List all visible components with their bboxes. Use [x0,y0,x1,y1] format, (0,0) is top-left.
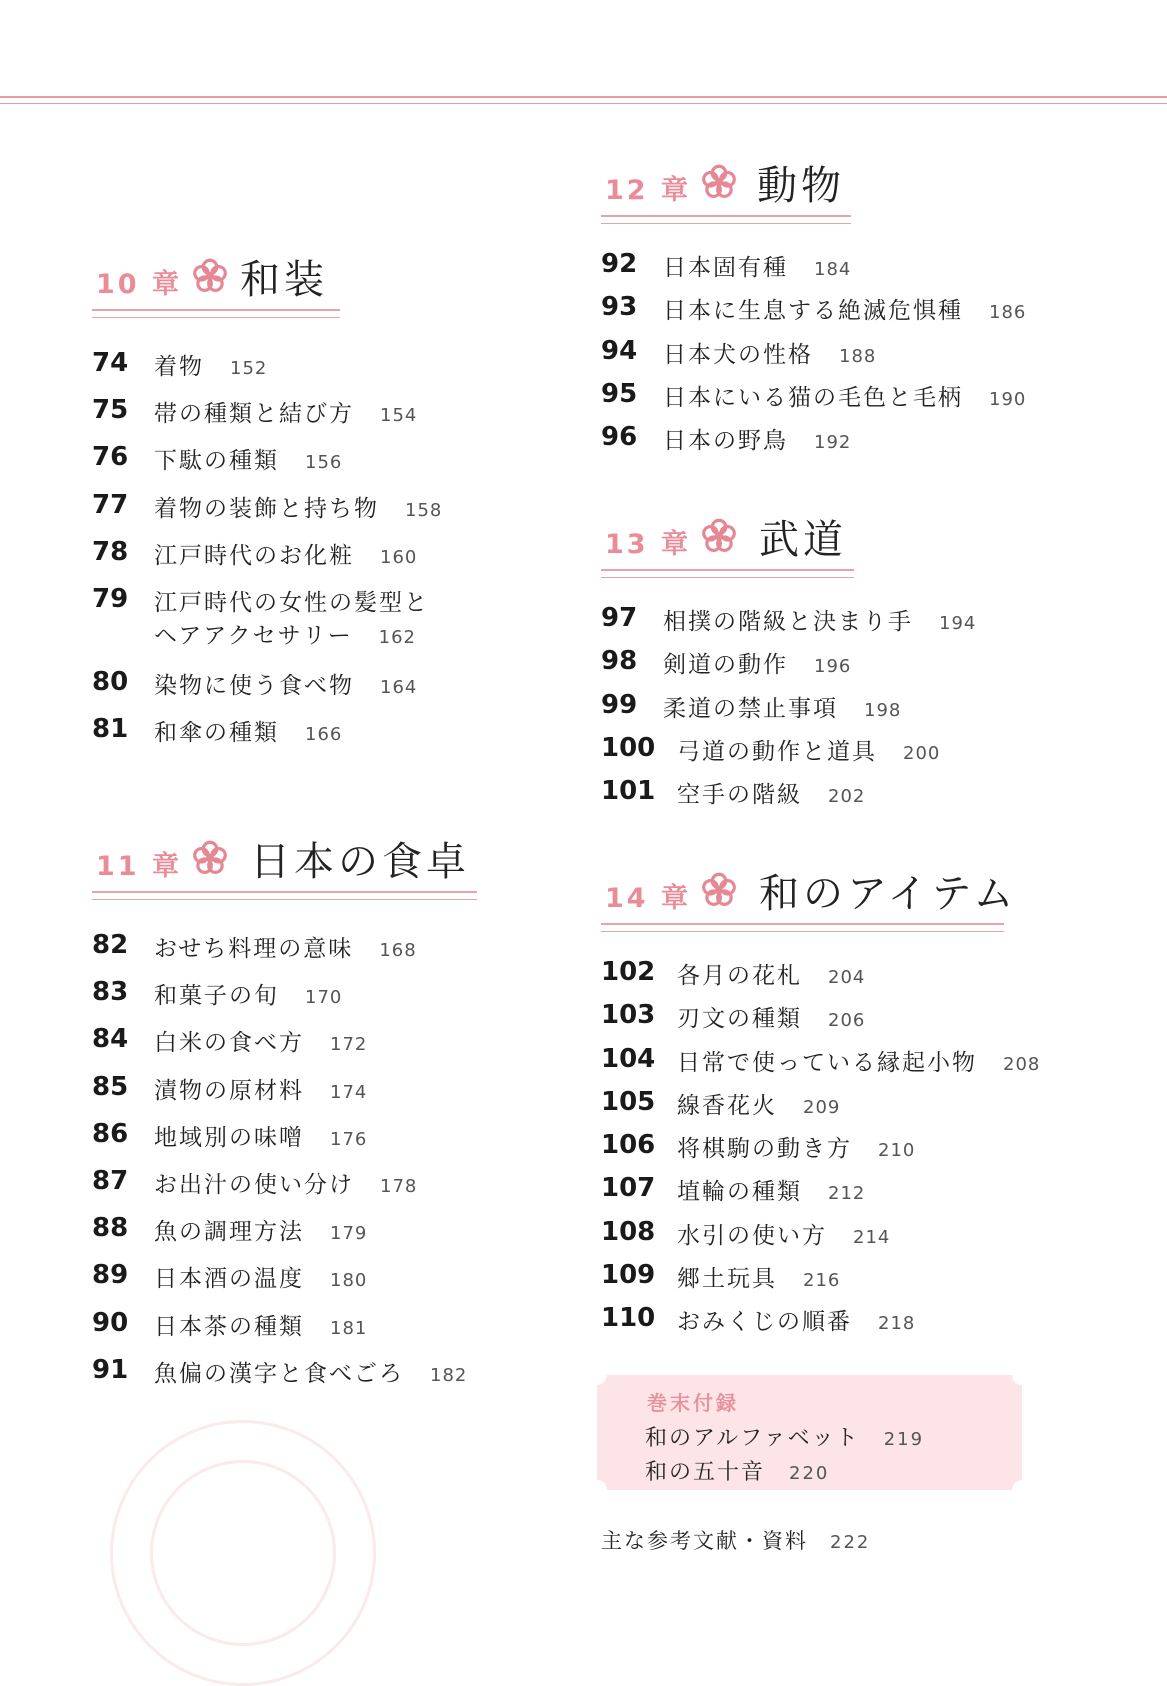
appendix-item-page: 220 [789,1463,830,1484]
item-page: 188 [839,345,877,367]
toc-item[interactable] [601,1000,1041,1043]
item-page: 162 [378,626,416,648]
chapter-heading-11 [92,830,512,900]
item-title: 各月の花札 [677,963,802,989]
item-title: 地域別の味噌 [154,1124,304,1151]
item-page: 170 [305,987,343,1009]
toc-item[interactable] [92,1213,512,1260]
item-number: 81 [92,714,129,745]
chapter-title: 和のアイテム [759,871,1018,917]
chapter-underline [601,569,854,578]
item-page: 214 [853,1226,891,1248]
item-page: 202 [828,786,866,808]
item-title: 日本酒の温度 [154,1266,304,1293]
item-number: 84 [92,1024,129,1055]
chapter-number: 14 章 [605,883,691,914]
item-number: 88 [92,1213,129,1244]
plum-flower-icon [192,258,228,294]
chapter-14-items [601,957,1041,1347]
toc-item[interactable] [601,957,1041,1000]
item-title: 日本の野鳥 [663,428,788,455]
item-page: 181 [330,1317,368,1339]
item-title: 日本犬の性格 [663,341,813,368]
item-number: 92 [601,249,638,279]
item-page: 194 [939,613,977,634]
toc-item[interactable] [92,977,512,1024]
item-page: 182 [430,1364,468,1386]
toc-item[interactable] [601,1217,1041,1260]
item-page: 190 [989,388,1027,410]
toc-item[interactable] [92,537,492,584]
item-number: 98 [601,646,638,677]
item-page: 156 [305,452,343,474]
item-page: 192 [814,432,852,454]
item-page: 210 [878,1140,916,1162]
item-page: 200 [903,742,941,764]
chapter-title: 和装 [240,257,328,303]
toc-item[interactable] [92,584,492,667]
item-number: 83 [92,977,129,1008]
appendix-heading: 巻末付録 [647,1391,739,1415]
item-page: 198 [864,699,902,721]
plum-flower-icon [701,872,737,908]
appendix-item[interactable] [645,1421,924,1452]
toc-item[interactable] [92,1308,512,1355]
item-number: 85 [92,1071,129,1102]
item-number: 80 [92,666,129,697]
item-title: 日常で使っている縁起小物 [677,1049,977,1076]
chapter-title: 武道 [759,517,847,563]
chapter-underline [601,923,1004,932]
chapter-number: 10 章 [96,269,182,300]
item-title: 江戸時代のお化粧 [154,542,354,569]
toc-item[interactable] [601,733,1021,776]
appendix-item-page: 219 [883,1429,925,1450]
right-column-14 [601,862,1041,1347]
references-title: 主な参考文献・資料 [601,1529,808,1553]
toc-item[interactable] [92,1166,512,1213]
corner-notch [1012,1365,1032,1385]
chapter-10-items [92,348,492,761]
item-title: 剣道の動作 [663,652,788,679]
item-page: 172 [330,1034,368,1056]
item-title: 江戸時代の女性の髪型と [154,589,429,616]
item-number: 101 [601,776,656,807]
appendix-item-title: 和の五十音 [645,1460,766,1485]
appendix-item[interactable] [645,1455,829,1486]
toc-item[interactable] [92,1024,512,1071]
toc-item[interactable] [92,1119,512,1166]
item-page: 178 [380,1175,418,1197]
toc-item[interactable] [601,1173,1041,1216]
chapter-heading-12 [601,154,1021,224]
item-title: 魚の調理方法 [154,1219,304,1246]
right-column-13 [601,508,1021,819]
item-title: 白米の食べ方 [154,1030,304,1057]
item-number: 106 [601,1130,656,1161]
item-title: 着物 [154,354,204,380]
appendix-box [597,1375,1022,1490]
plum-flower-icon [192,840,228,876]
item-title: 漬物の原材料 [154,1077,304,1104]
item-page: 174 [330,1081,368,1103]
item-page: 179 [330,1223,368,1245]
toc-item[interactable] [92,930,512,977]
item-title: 郷土玩具 [677,1266,777,1293]
toc-item[interactable] [92,1355,512,1402]
toc-item[interactable] [92,490,492,537]
toc-item[interactable] [92,714,492,761]
item-title: 将棋駒の動き方 [677,1136,852,1163]
item-title: 着物の装飾と持ち物 [154,495,379,522]
plum-flower-icon [701,518,737,554]
item-page: 160 [380,546,418,568]
references-entry[interactable] [601,1525,870,1555]
chapter-title: 日本の食卓 [250,839,470,885]
item-page: 212 [828,1183,866,1205]
item-title: 日本茶の種類 [154,1313,304,1340]
item-title: 下駄の種類 [154,448,279,475]
chapter-number: 13 章 [605,529,691,560]
item-number: 104 [601,1043,656,1074]
item-page: 164 [380,676,418,698]
toc-item[interactable] [92,1260,512,1307]
item-number: 94 [601,335,638,366]
toc-item[interactable] [601,1303,1041,1346]
item-number: 75 [92,395,129,426]
item-title: 空手の階級 [677,782,802,809]
item-number: 78 [92,536,129,567]
item-page: 158 [405,499,443,521]
toc-item[interactable] [601,422,1021,465]
corner-notch [587,1365,607,1385]
plum-flower-icon [701,164,737,200]
item-number: 110 [601,1303,656,1334]
top-rule [0,103,1167,104]
chapter-underline [601,215,851,224]
item-title: 日本にいる猫の毛色と毛柄 [663,384,963,411]
toc-item[interactable] [601,646,1021,689]
decorative-circle [150,1460,336,1646]
toc-item[interactable] [601,603,1021,646]
toc-item[interactable] [601,336,1021,379]
toc-item[interactable] [92,442,492,489]
item-title: お出汁の使い分け [154,1171,354,1198]
toc-item[interactable] [92,1072,512,1119]
item-title-line2: ヘアアクセサリー [154,622,353,649]
item-page: 216 [803,1270,841,1292]
toc-item[interactable] [601,378,1027,422]
chapter-11-items [92,930,512,1402]
left-column-2 [92,830,512,1402]
item-number: 105 [601,1086,656,1117]
item-page: 166 [305,724,343,746]
item-page: 152 [230,358,268,379]
item-title: おみくじの順番 [677,1309,852,1336]
chapter-heading-14 [601,862,1041,932]
chapter-number: 11 章 [96,851,182,882]
item-number: 86 [92,1118,129,1149]
appendix-item-title: 和のアルファベット [645,1426,860,1451]
corner-notch [1012,1480,1032,1500]
chapter-heading-13 [601,508,1021,578]
item-number: 102 [601,957,656,987]
item-title: 相撲の階級と決まり手 [663,609,913,635]
toc-item[interactable] [601,1087,1041,1130]
item-number: 82 [92,930,129,960]
item-title: 埴輪の種類 [677,1179,802,1206]
item-number: 87 [92,1165,129,1196]
corner-notch [587,1480,607,1500]
top-rule [0,96,1167,98]
item-number: 107 [601,1173,656,1204]
item-page: 184 [814,259,852,280]
right-column-12 [601,154,1027,465]
item-page: 209 [803,1096,841,1118]
item-number: 103 [601,1000,656,1031]
chapter-title: 動物 [757,163,845,209]
chapter-underline [92,309,340,318]
item-title: 日本に生息する絶滅危惧種 [663,298,963,325]
item-title: 帯の種類と結び方 [154,401,354,428]
chapter-number: 12 章 [605,175,691,206]
chapter-underline [92,891,477,900]
item-number: 91 [92,1354,129,1385]
item-title: 魚偏の漢字と食べごろ [154,1360,404,1387]
toc-item[interactable] [92,395,492,442]
left-column [92,248,492,761]
item-number: 77 [92,489,129,520]
toc-item[interactable] [601,292,1027,335]
chapter-12-items [601,249,1027,465]
item-number: 93 [601,292,638,323]
item-number: 95 [601,378,638,409]
item-title: 和菓子の旬 [154,983,279,1010]
item-number: 100 [601,732,656,763]
chapter-heading-10 [92,248,492,318]
item-number: 74 [92,348,129,378]
item-title: 染物に使う食べ物 [154,672,354,699]
item-page: 204 [828,967,866,988]
item-title: 柔道の禁止事項 [663,695,838,722]
item-page: 154 [380,405,418,427]
item-number: 109 [601,1260,656,1291]
toc-item[interactable] [601,1044,1041,1087]
item-number: 108 [601,1216,656,1247]
toc-item[interactable] [601,690,1021,733]
item-number: 79 [92,583,129,614]
toc-item[interactable] [92,667,492,714]
item-page: 196 [814,656,852,678]
item-page: 176 [330,1128,368,1150]
item-title: 和傘の種類 [154,720,279,747]
toc-item[interactable] [601,1260,1041,1303]
item-page: 208 [1003,1053,1041,1075]
toc-item[interactable] [92,348,492,395]
item-number: 89 [92,1260,129,1291]
toc-item[interactable] [601,249,1021,292]
item-title: 水引の使い方 [677,1222,827,1249]
item-number: 90 [92,1307,129,1338]
item-number: 97 [601,603,638,633]
item-title: 刃文の種類 [677,1006,802,1033]
item-title: 日本固有種 [663,255,788,281]
item-page: 218 [878,1313,916,1335]
item-title: 弓道の動作と道具 [677,738,877,765]
references-page: 222 [830,1532,871,1553]
item-page: 206 [828,1010,866,1032]
toc-item[interactable] [601,776,1021,819]
item-number: 99 [601,689,638,720]
item-page: 186 [989,302,1027,324]
item-page: 168 [379,940,417,961]
chapter-13-items [601,603,1021,819]
toc-item[interactable] [601,1130,1041,1173]
item-page: 180 [330,1270,368,1292]
item-title: 線香花火 [677,1092,777,1119]
item-number: 96 [601,422,638,453]
item-number: 76 [92,442,129,473]
item-title: おせち料理の意味 [154,936,354,962]
